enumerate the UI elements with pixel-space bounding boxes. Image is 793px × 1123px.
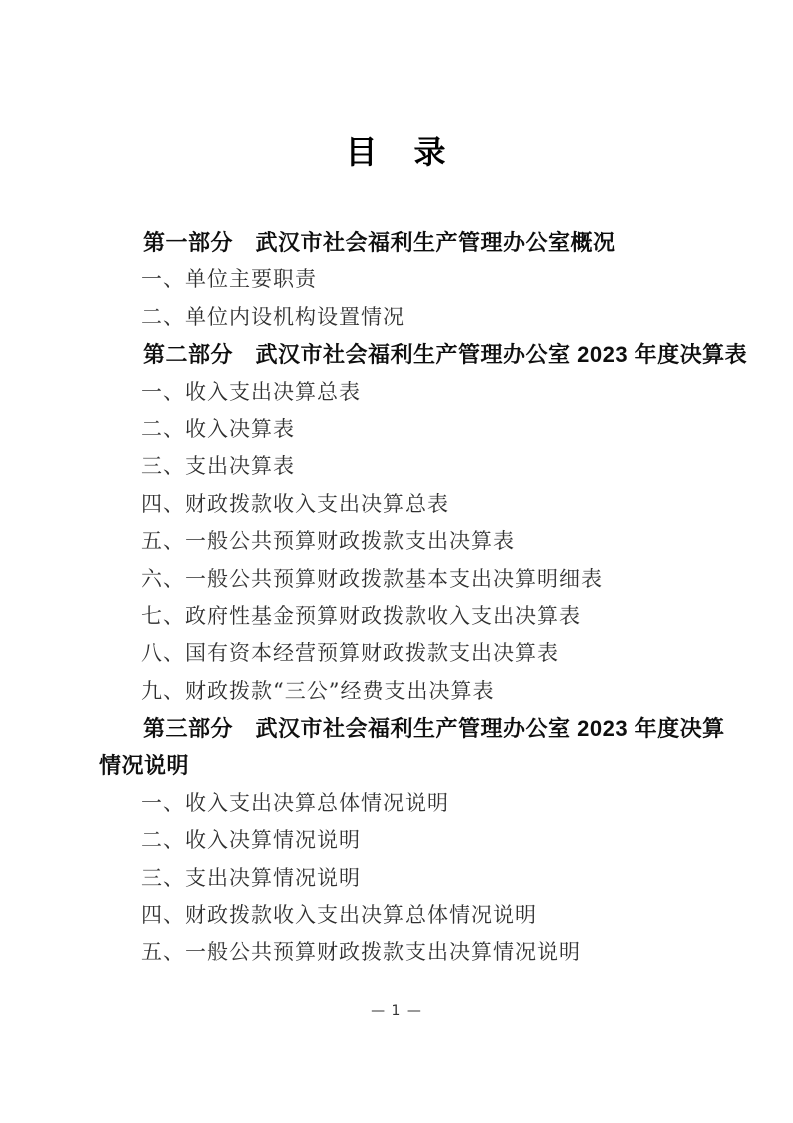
toc-item: 七、政府性基金预算财政拨款收入支出决算表 [141,603,581,628]
toc-item: 六、一般公共预算财政拨款基本支出决算明细表 [141,566,603,591]
toc-section-heading: 第三部分 武汉市社会福利生产管理办公室 2023 年度决算 [143,716,725,742]
toc-item: 五、一般公共预算财政拨款支出决算情况说明 [141,940,581,965]
document-title: 目 录 [345,133,448,171]
page-number: — 1 — [371,1003,422,1019]
toc-item: 四、财政拨款收入支出决算总体情况说明 [141,903,537,928]
toc-item: 八、国有资本经营预算财政拨款支出决算表 [141,641,559,666]
toc-item: 三、支出决算表 [141,454,295,479]
toc-item: 二、收入决算情况说明 [141,828,361,853]
toc-item: 九、财政拨款“三公”经费支出决算表 [141,678,495,703]
toc-item: 一、单位主要职责 [141,267,317,292]
table-of-contents [99,224,748,972]
toc-item: 一、收入支出决算总体情况说明 [141,790,449,815]
toc-item: 五、一般公共预算财政拨款支出决算表 [141,529,515,554]
toc-item: 三、支出决算情况说明 [141,865,361,890]
toc-item: 二、收入决算表 [141,416,295,441]
toc-section-heading-continuation: 情况说明 [99,753,190,779]
toc-section-heading: 第一部分 武汉市社会福利生产管理办公室概况 [143,230,616,255]
toc-item: 二、单位内设机构设置情况 [141,304,405,329]
toc-item: 四、财政拨款收入支出决算总表 [141,491,449,516]
toc-section-heading: 第二部分 武汉市社会福利生产管理办公室 2023 年度决算表 [143,342,748,368]
toc-item: 一、收入支出决算总表 [141,379,361,404]
